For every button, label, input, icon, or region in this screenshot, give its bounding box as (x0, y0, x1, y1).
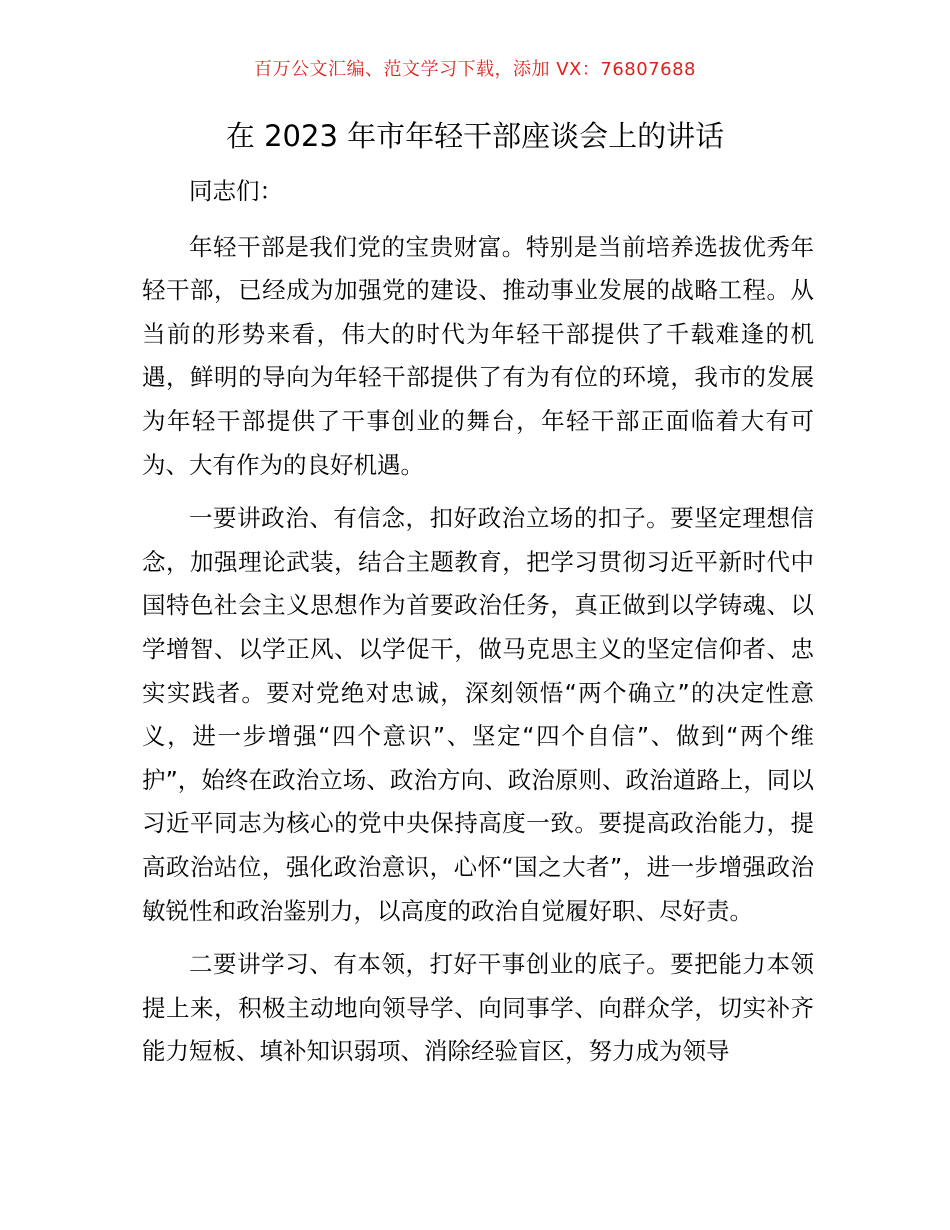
watermark-header: 百万公文汇编、范文学习下载，添加 VX：76807688 (254, 59, 696, 80)
paragraph-learning: 二要讲学习、有本领，打好干事创业的底子。要把能力本领提上来，积极主动地向领导学、向同事学、向群众学，切实补齐能力短板、填补知识弱项、消除经验盲区，努力成为领导 (142, 950, 814, 1066)
greeting: 同志们： (189, 177, 283, 205)
document-body (142, 170, 814, 1084)
paragraph-intro: 年轻干部是我们党的宝贵财富。特别是当前培养选拔优秀年轻干部，已经成为加强党的建设、推动事业发展的战略工程。从当前的形势来看，伟大的时代为年轻干部提供了千载难逢的机遇，鲜明的导向为年轻干部提供了有为有位的环境，我市的发展为年轻干部提供了干事创业的舞台，年轻干部正面临着大有可为、大有作为的良好机遇。 (142, 232, 814, 479)
paragraph-politics: 一要讲政治、有信念，扣好政治立场的扣子。要坚定理想信念，加强理论武装，结合主题教育，把学习贯彻习近平新时代中国特色社会主义思想作为首要政治任务，真正做到以学铸魂、以学增智、以学正风、以学促干，做马克思主义的坚定信仰者、忠实实践者。要对党绝对忠诚，深刻领悟“两个确立”的决定性意义，进一步增强“四个意识”、坚定“四个自信”、做到“两个维护”，始终在政治立场、政治方向、政治原则、政治道路上，同以习近平同志为核心的党中央保持高度一致。要提高政治能力，提高政治站位，强化政治意识，心怀“国之大者”，进一步增强政治敏锐性和政治鉴别力，以高度的政治自觉履好职、尽好责。 (142, 504, 814, 925)
document-title: 在 2023 年市年轻干部座谈会上的讲话 (225, 119, 725, 153)
